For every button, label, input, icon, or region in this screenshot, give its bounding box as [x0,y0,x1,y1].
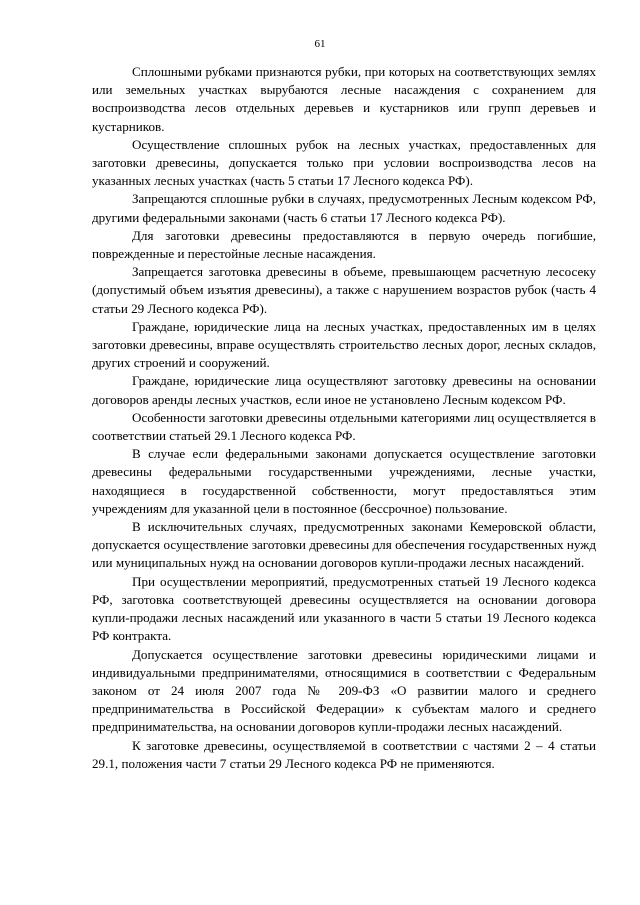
paragraph-federal-institutions: В случае если федеральными законами допускается осуществление заготовки древесины федеральными государственными учреждениями, лесные участки, находящиеся в государственной собственности, могут предоставляться этим учреждениям для указанной цели в постоянное (бессрочное) пользование. [92,446,596,516]
paragraph-priority-stands: Для заготовки древесины предоставляются в первую очередь погибшие, поврежденные и перестойные лесные насаждения. [92,227,596,262]
paragraph-clear-cutting-conditions: Осуществление сплошных рубок на лесных участках, предоставленных для заготовки древесины, допускается только при условии воспроизводства лесов на указанных лесных участках (часть 5 статьи 17 Лесного кодекса РФ). [92,136,596,189]
paragraph-construction-rights: Граждане, юридические лица на лесных участках, предоставленных им в целях заготовки древесины, вправе осуществлять строительство лесных дорог, лесных складов, других строений и сооружений. [92,318,596,371]
paragraph-special-categories: Особенности заготовки древесины отдельными категориями лиц осуществляется в соответствии статьей 29.1 Лесного кодекса РФ. [92,409,596,444]
page-number: 61 [314,38,326,50]
document-body [92,63,596,773]
paragraph-clear-cutting-definition: Сплошными рубками признаются рубки, при которых на соответствующих землях или земельных участках вырубаются лесные насаждения с сохранением для воспроизводства лесов отдельных деревьев и кустарников или групп деревьев и кустарников. [92,64,596,134]
paragraph-lease-agreements: Граждане, юридические лица осуществляют заготовку древесины на основании договоров аренды лесных участков, если иное не установлено Лесным кодексом РФ. [92,373,596,407]
paragraph-clear-cutting-prohibited: Запрещаются сплошные рубки в случаях, предусмотренных Лесным кодексом РФ, другими федеральными законами (часть 6 статьи 17 Лесного кодекса РФ). [92,191,596,225]
paragraph-volume-limit: Запрещается заготовка древесины в объеме, превышающем расчетную лесосеку (допустимый объем изъятия древесины), а также с нарушением возрастов рубок (часть 4 статьи 29 Лесного кодекса РФ). [92,264,596,316]
paragraph-small-business: Допускается осуществление заготовки древесины юридическими лицами и индивидуальными предпринимателями, относящимися в соответствии с Федеральным законом от 24 июля 2007 года № 209-ФЗ «О развитии малого и среднего предпринимательства в Российской Федерации» к субъектам малого и среднего предпринимательства, на основании договоров купли-продажи лесных насаждений. [92,646,596,735]
paragraph-article-19-measures: При осуществлении мероприятий, предусмотренных статьей 19 Лесного кодекса РФ, заготовка соответствующей древесины осуществляется на основании договора купли-продажи лесных насаждений или указанного в части 5 статьи 19 Лесного кодекса РФ контракта. [92,573,596,644]
paragraph-article-29-1-exemption: К заготовке древесины, осуществляемой в соответствии с частями 2 – 4 статьи 29.1, положения части 7 статьи 29 Лесного кодекса РФ не применяются. [92,737,596,771]
paragraph-exceptional-cases: В исключительных случаях, предусмотренных законами Кемеровской области, допускается осуществление заготовки древесины для обеспечения государственных нужд или муниципальных нужд на основании договоров купли-продажи лесных насаждений. [92,519,596,571]
